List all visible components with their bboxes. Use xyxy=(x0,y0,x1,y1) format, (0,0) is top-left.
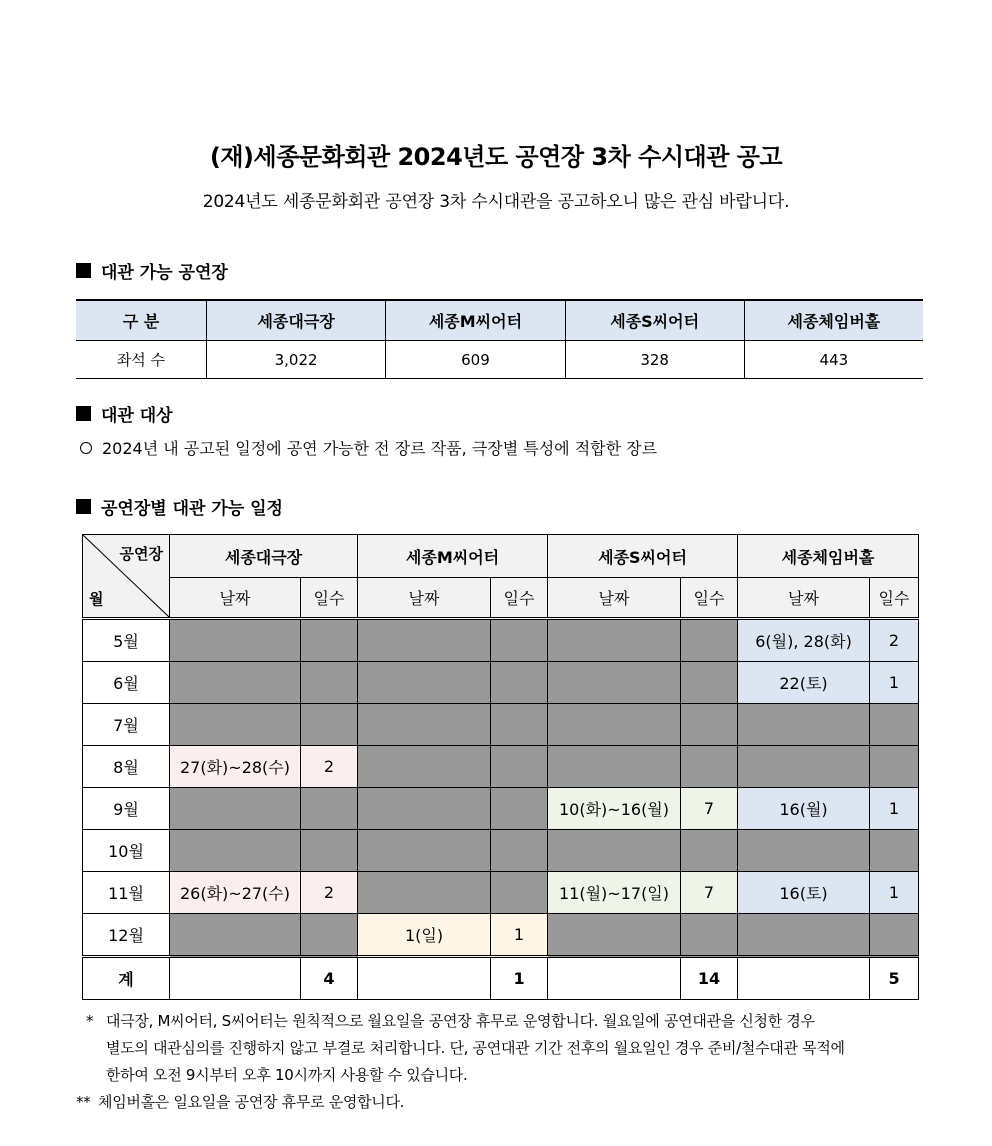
month-label: 10월 xyxy=(83,830,170,872)
unavailable-cell xyxy=(170,830,301,872)
corner-venue-label: 공연장 xyxy=(119,545,163,563)
available-date-cell: 22(토) xyxy=(738,662,870,704)
unavailable-cell xyxy=(358,788,491,830)
unavailable-cell xyxy=(491,830,548,872)
schedule-venue-s-theater: 세종S씨어터 xyxy=(548,535,738,578)
schedule-month-row xyxy=(83,662,919,704)
available-days-cell: 1 xyxy=(870,872,919,914)
section-target-heading xyxy=(76,401,173,426)
note-2-text: 체임버홀은 일요일을 공연장 휴무로 운영합니다. xyxy=(98,1093,405,1111)
total-empty-cell xyxy=(170,957,301,1000)
seats-s-theater: 328 xyxy=(565,341,744,379)
unavailable-cell xyxy=(301,704,358,746)
schedule-month-row xyxy=(83,872,919,914)
schedule-body xyxy=(83,619,919,957)
square-bullet-icon xyxy=(76,263,91,278)
month-label: 6월 xyxy=(83,662,170,704)
total-daegeukjang: 4 xyxy=(301,957,358,1000)
unavailable-cell xyxy=(681,830,738,872)
unavailable-cell xyxy=(548,746,681,788)
unavailable-cell xyxy=(491,872,548,914)
unavailable-cell xyxy=(358,830,491,872)
unavailable-cell xyxy=(358,619,491,662)
unavailable-cell xyxy=(738,830,870,872)
unavailable-cell xyxy=(491,662,548,704)
unavailable-cell xyxy=(548,704,681,746)
venues-header-row xyxy=(76,300,923,341)
available-date-cell: 27(화)~28(수) xyxy=(170,746,301,788)
schedule-venue-m-theater: 세종M씨어터 xyxy=(358,535,548,578)
unavailable-cell xyxy=(738,914,870,957)
unavailable-cell xyxy=(301,788,358,830)
venues-header-category: 구 분 xyxy=(76,300,206,341)
schedule-month-row xyxy=(83,619,919,662)
days-column-header: 일수 xyxy=(681,578,738,619)
note-2-mark: ** xyxy=(76,1093,91,1111)
section-target-label: 대관 대상 xyxy=(101,406,173,426)
unavailable-cell xyxy=(870,746,919,788)
unavailable-cell xyxy=(870,704,919,746)
unavailable-cell xyxy=(738,746,870,788)
days-column-header: 일수 xyxy=(870,578,919,619)
available-date-cell: 10(화)~16(월) xyxy=(548,788,681,830)
unavailable-cell xyxy=(738,704,870,746)
unavailable-cell xyxy=(358,746,491,788)
unavailable-cell xyxy=(548,619,681,662)
available-days-cell: 2 xyxy=(870,619,919,662)
schedule-header-columns-row xyxy=(83,578,919,619)
unavailable-cell xyxy=(301,830,358,872)
unavailable-cell xyxy=(358,872,491,914)
note-1-line: 한하여 오전 9시부터 오후 10시까지 사용할 수 있습니다. xyxy=(106,1066,468,1084)
unavailable-cell xyxy=(548,662,681,704)
venues-header-daegeukjang: 세종대극장 xyxy=(206,300,385,341)
date-column-header: 날짜 xyxy=(548,578,681,619)
available-days-cell: 1 xyxy=(491,914,548,957)
days-column-header: 일수 xyxy=(301,578,358,619)
schedule-month-row xyxy=(83,746,919,788)
unavailable-cell xyxy=(170,704,301,746)
venues-seats-row xyxy=(76,341,923,379)
square-bullet-icon xyxy=(76,499,91,514)
page-subtitle: 2024년도 세종문화회관 공연장 3차 수시대관을 공고하오니 많은 관심 바랍니다. xyxy=(202,192,790,212)
total-m-theater: 1 xyxy=(491,957,548,1000)
total-s-theater: 14 xyxy=(681,957,738,1000)
schedule-table xyxy=(82,534,919,1000)
total-empty-cell xyxy=(358,957,491,1000)
date-column-header: 날짜 xyxy=(738,578,870,619)
available-days-cell: 1 xyxy=(870,788,919,830)
available-days-cell: 7 xyxy=(681,788,738,830)
target-item xyxy=(80,436,657,459)
month-label: 9월 xyxy=(83,788,170,830)
schedule-venue-daegeukjang: 세종대극장 xyxy=(170,535,358,578)
month-label: 8월 xyxy=(83,746,170,788)
seats-chamber-hall: 443 xyxy=(744,341,923,379)
unavailable-cell xyxy=(681,914,738,957)
available-date-cell: 1(일) xyxy=(358,914,491,957)
unavailable-cell xyxy=(681,662,738,704)
unavailable-cell xyxy=(170,619,301,662)
available-days-cell: 1 xyxy=(870,662,919,704)
date-column-header: 날짜 xyxy=(358,578,491,619)
available-date-cell: 6(월), 28(화) xyxy=(738,619,870,662)
note-2 xyxy=(76,1089,940,1116)
available-date-cell: 16(토) xyxy=(738,872,870,914)
square-bullet-icon xyxy=(76,406,91,421)
note-1 xyxy=(80,1008,940,1089)
note-1-text xyxy=(106,1008,940,1089)
unavailable-cell xyxy=(870,830,919,872)
available-days-cell: 7 xyxy=(681,872,738,914)
corner-month-label: 월 xyxy=(89,590,104,608)
note-1-line: 별도의 대관심의를 진행하지 않고 부결로 처리합니다. 단, 공연대관 기간 전후의 월요일인 경우 준비/철수대관 목적에 xyxy=(106,1039,845,1057)
page-title: (재)세종문화회관 2024년도 공연장 3차 수시대관 공고 xyxy=(209,143,783,171)
schedule-month-row xyxy=(83,704,919,746)
unavailable-cell xyxy=(681,704,738,746)
seats-m-theater: 609 xyxy=(386,341,565,379)
unavailable-cell xyxy=(681,746,738,788)
month-label: 5월 xyxy=(83,619,170,662)
target-text: 2024년 내 공고된 일정에 공연 가능한 전 장르 작품, 극장별 특성에 적합한 장르 xyxy=(102,439,658,458)
venues-seats-label: 좌석 수 xyxy=(76,341,206,379)
total-empty-cell xyxy=(548,957,681,1000)
note-1-line: 대극장, M씨어터, S씨어터는 원칙적으로 월요일을 공연장 휴무로 운영합니다. 월요일에 공연대관을 신청한 경우 xyxy=(106,1012,815,1030)
schedule-month-row xyxy=(83,788,919,830)
notes xyxy=(76,1008,940,1116)
unavailable-cell xyxy=(170,914,301,957)
note-1-mark: * xyxy=(86,1012,94,1030)
unavailable-cell xyxy=(548,830,681,872)
month-label: 12월 xyxy=(83,914,170,957)
total-chamber-hall: 5 xyxy=(870,957,919,1000)
days-column-header: 일수 xyxy=(491,578,548,619)
circle-bullet-icon xyxy=(80,442,92,454)
unavailable-cell xyxy=(870,914,919,957)
unavailable-cell xyxy=(681,619,738,662)
section-venues-heading xyxy=(76,258,228,283)
available-days-cell: 2 xyxy=(301,746,358,788)
available-date-cell: 11(월)~17(일) xyxy=(548,872,681,914)
unavailable-cell xyxy=(491,704,548,746)
available-days-cell: 2 xyxy=(301,872,358,914)
schedule-month-row xyxy=(83,914,919,957)
month-label: 7월 xyxy=(83,704,170,746)
month-label: 11월 xyxy=(83,872,170,914)
unavailable-cell xyxy=(358,662,491,704)
unavailable-cell xyxy=(170,662,301,704)
unavailable-cell xyxy=(301,619,358,662)
unavailable-cell xyxy=(491,788,548,830)
venues-header-chamber-hall: 세종체임버홀 xyxy=(744,300,923,341)
venues-header-m-theater: 세종M씨어터 xyxy=(386,300,565,341)
schedule-total-row xyxy=(83,957,919,1000)
schedule-corner-cell xyxy=(83,535,170,619)
schedule-header-venues-row xyxy=(83,535,919,578)
unavailable-cell xyxy=(491,746,548,788)
available-date-cell: 26(화)~27(수) xyxy=(170,872,301,914)
venues-table xyxy=(76,299,923,379)
unavailable-cell xyxy=(301,914,358,957)
schedule-venue-chamber-hall: 세종체임버홀 xyxy=(738,535,919,578)
available-date-cell: 16(월) xyxy=(738,788,870,830)
unavailable-cell xyxy=(301,662,358,704)
venues-header-s-theater: 세종S씨어터 xyxy=(565,300,744,341)
unavailable-cell xyxy=(548,914,681,957)
section-venues-label: 대관 가능 공연장 xyxy=(101,263,228,283)
section-schedule-label: 공연장별 대관 가능 일정 xyxy=(101,499,283,519)
unavailable-cell xyxy=(491,619,548,662)
schedule-month-row xyxy=(83,830,919,872)
total-empty-cell xyxy=(738,957,870,1000)
seats-daegeukjang: 3,022 xyxy=(206,341,385,379)
date-column-header: 날짜 xyxy=(170,578,301,619)
unavailable-cell xyxy=(358,704,491,746)
section-schedule-heading xyxy=(76,494,283,519)
total-label: 계 xyxy=(83,957,170,1000)
unavailable-cell xyxy=(170,788,301,830)
